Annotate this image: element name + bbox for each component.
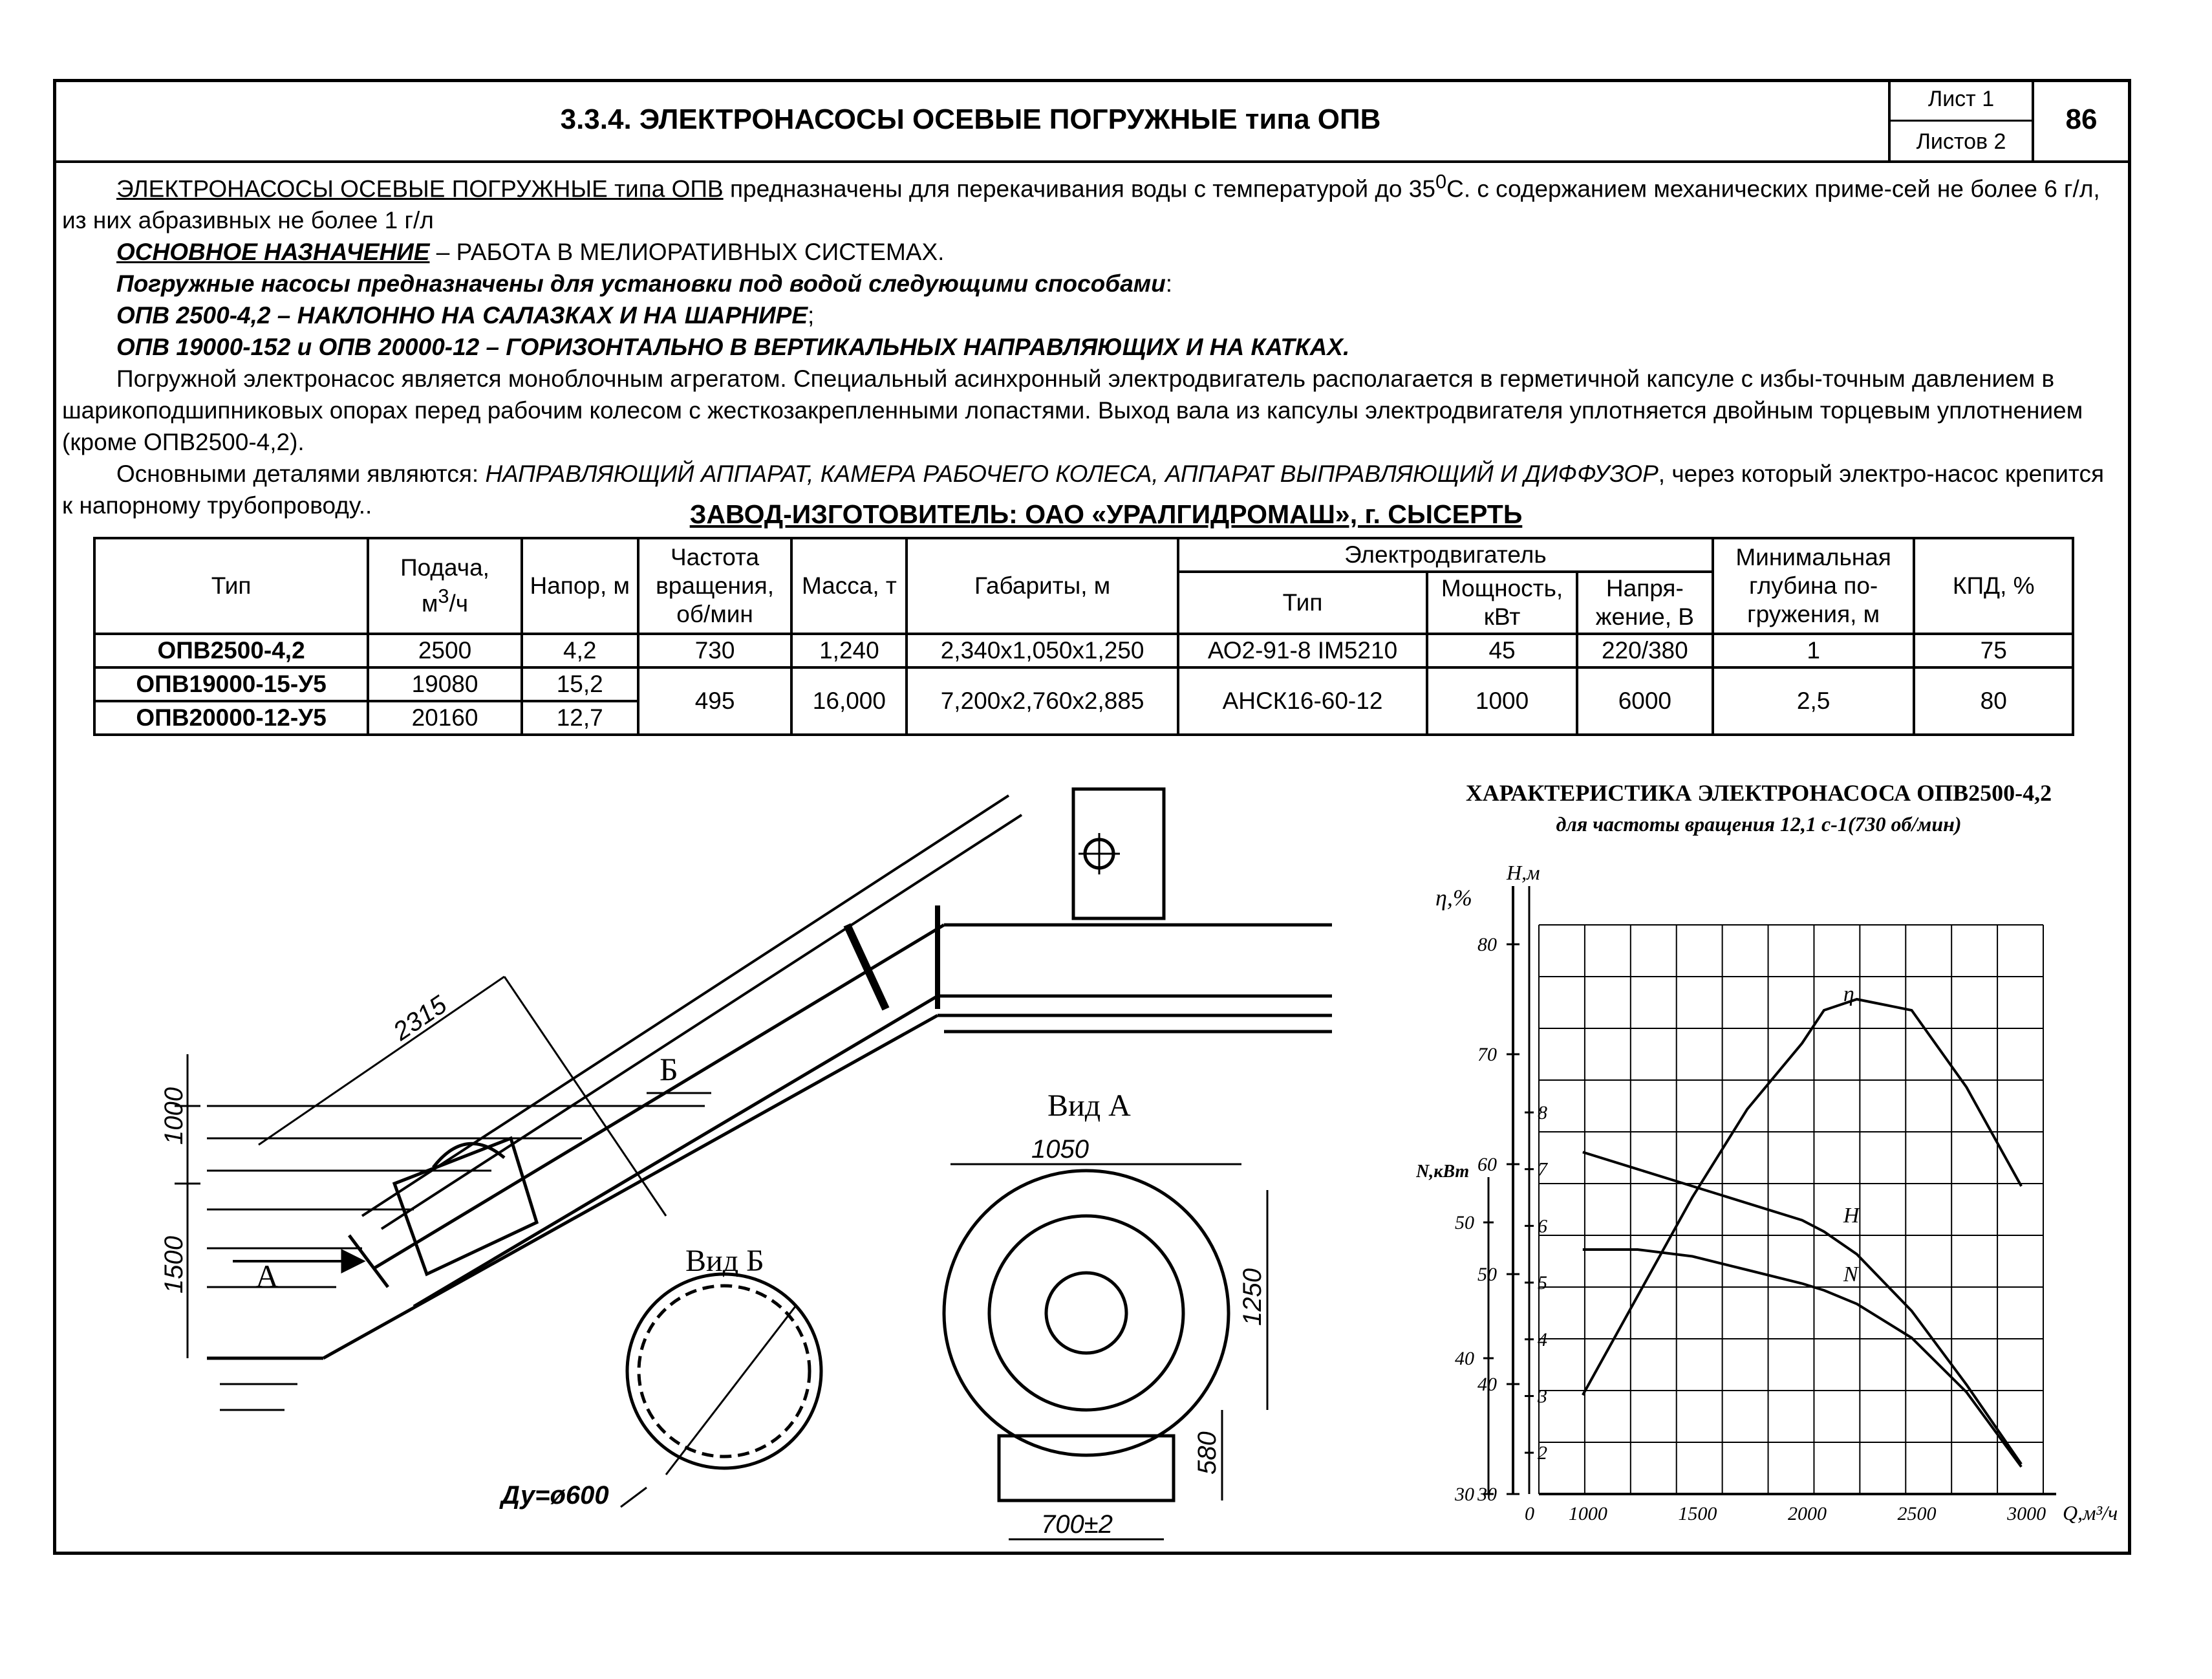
install-2-line <box>62 331 2118 363</box>
view-a-title: Вид А <box>1047 1089 1131 1123</box>
cell-voltage-shared: 6000 <box>1577 667 1713 735</box>
head-tick-label: 6 <box>1538 1215 1547 1237</box>
cell-mass-shared: 16,000 <box>791 667 907 735</box>
intro-paragraph <box>62 166 2118 236</box>
view-a-hub-circle <box>1046 1273 1126 1353</box>
dim-1000-label: 1000 <box>160 1087 188 1145</box>
curve-h-label: Н <box>1843 1204 1860 1228</box>
chart-grid <box>1539 925 2043 1494</box>
eta-axis-label: η,% <box>1435 885 1472 911</box>
th-mass: Масса, т <box>791 538 907 634</box>
eta-tick-label: 80 <box>1477 934 1497 955</box>
page-number: 86 <box>2065 103 2098 135</box>
view-b-inner-circle <box>639 1286 810 1457</box>
pipe-clamp <box>847 925 886 1009</box>
cell-mass: 1,240 <box>791 634 907 667</box>
power-tick-label: 50 <box>1455 1212 1474 1233</box>
dim-1050-label: 1050 <box>1031 1135 1089 1164</box>
x-tick-label: 1000 <box>1568 1503 1607 1524</box>
install-2: ОПВ 19000-152 и ОПВ 20000-12 – ГОРИЗОНТАЛЬНО В ВЕРТИКАЛЬНЫХ НАПРАВЛЯЮЩИХ И НА КАТКАХ. <box>116 334 1350 361</box>
dim-580-label: 580 <box>1193 1431 1221 1475</box>
cell-head: 15,2 <box>522 667 638 701</box>
du-leader <box>666 1306 795 1475</box>
th-flow-1: Подача, <box>400 554 489 581</box>
cell-voltage: 220/380 <box>1577 634 1713 667</box>
purpose-line <box>62 236 2118 268</box>
page-title: 3.3.4. ЭЛЕКТРОНАСОСЫ ОСЕВЫЕ ПОГРУЖНЫЕ типа ОПВ <box>53 79 1891 160</box>
th-flow-2a: м <box>421 590 438 617</box>
cell-flow: 19080 <box>368 667 522 701</box>
cell-speed: 730 <box>638 634 792 667</box>
para-2-start: Основными деталями являются: <box>116 460 486 488</box>
eta-tick-label: 40 <box>1477 1374 1497 1395</box>
head-tick-label: 2 <box>1538 1442 1547 1464</box>
eta-tick-label: 60 <box>1477 1154 1497 1175</box>
cell-dims-shared: 7,200х2,760х2,885 <box>907 667 1178 735</box>
para-1: Погружной электронасос является моноблочным агрегатом. Специальный асинхронный электродвигатель располагается в герметичной капсуле с избы-точным давлением в шарикоподшипниковых опорах перед рабочим колесом с жесткозакрепленными лопастями. Выход вала из капсулы электродвигателя уплотняется двойным торцевым уплотнением (кроме ОПВ2500-4,2). <box>62 365 2083 456</box>
purpose-text: – РАБОТА В МЕЛИОРАТИВНЫХ СИСТЕМАХ. <box>429 239 945 266</box>
head-axis-label: Н,м <box>1507 861 1540 884</box>
x-tick-label: 1500 <box>1678 1503 1717 1524</box>
th-motor: Электродвигатель <box>1178 538 1713 572</box>
header <box>53 79 2131 163</box>
eta-tick-label: 50 <box>1477 1264 1497 1285</box>
dim-2315-label: 2315 <box>388 990 452 1046</box>
th-flow <box>368 538 522 634</box>
power-axis-label: N,кВт <box>1416 1162 1470 1182</box>
sheet-number: Лист 1 <box>1891 79 2032 122</box>
sheet-box <box>1891 79 2034 160</box>
cell-head: 4,2 <box>522 634 638 667</box>
x-tick-label: 2500 <box>1897 1503 1937 1524</box>
cell-eff-shared: 80 <box>1914 667 2073 735</box>
cell-flow: 20160 <box>368 701 522 735</box>
th-voltage: Напря-жение, В <box>1577 572 1713 634</box>
th-flow-sup: 3 <box>438 585 449 608</box>
view-a-stand <box>999 1436 1174 1500</box>
dim-line-2315 <box>259 977 504 1145</box>
install-heading-line <box>62 268 2118 299</box>
head-tick-label: 8 <box>1538 1102 1547 1123</box>
lead-underlined: ЭЛЕКТРОНАСОСЫ ОСЕВЫЕ ПОГРУЖНЫЕ типа ОПВ <box>116 175 724 202</box>
table-row <box>94 667 2073 701</box>
cell-type: ОПВ20000-12-У5 <box>94 701 368 735</box>
cable-line <box>362 796 1009 1216</box>
install-colon: : <box>1165 270 1173 298</box>
curve-n-label: N <box>1843 1262 1858 1286</box>
cell-motor-shared: АНСК16-60-12 <box>1178 667 1427 735</box>
cell-power: 45 <box>1427 634 1577 667</box>
head-tick-label: 7 <box>1538 1158 1547 1180</box>
para-2-end: , через который электро-насос крепится к напорному трубопроводу.. <box>62 460 2105 519</box>
dim-1500-label: 1500 <box>160 1236 188 1294</box>
cell-depth-shared: 2,5 <box>1713 667 1915 735</box>
spec-table <box>93 537 2074 736</box>
purpose-label: ОСНОВНОЕ НАЗНАЧЕНИЕ <box>116 239 430 266</box>
head-tick-label: 3 <box>1538 1385 1547 1407</box>
lead-rest-2: С. с содержанием механических приме-сей не более 6 г/л, из них абразивных не более 1 г/л <box>62 175 2100 234</box>
th-eff: КПД, % <box>1914 538 2073 634</box>
intro-text <box>62 166 2118 521</box>
cell-power-shared: 1000 <box>1427 667 1577 735</box>
chart-title: ХАРАКТЕРИСТИКА ЭЛЕКТРОНАСОСА ОПВ2500-4,2 <box>1465 780 2052 806</box>
head-tick-label: 4 <box>1538 1328 1547 1350</box>
du-label: Ду=ø600 <box>501 1481 609 1510</box>
power-tick-label: 40 <box>1455 1348 1474 1369</box>
label-a: А <box>255 1258 279 1294</box>
curve-h <box>1583 1152 2021 1464</box>
cell-type: ОПВ2500-4,2 <box>94 634 368 667</box>
x-tick-label: 0 <box>1525 1503 1534 1524</box>
dim-1250-label: 1250 <box>1238 1268 1267 1326</box>
eta-tick-label: 70 <box>1477 1044 1497 1065</box>
cell-motor: АО2-91-8 IM5210 <box>1178 634 1427 667</box>
sheets-total: Листов 2 <box>1916 129 2006 154</box>
lead-rest-1: предназначены для перекачивания воды с температурой до 35 <box>723 175 1435 202</box>
th-head: Напор, м <box>522 538 638 634</box>
th-dims: Габариты, м <box>907 538 1178 634</box>
view-a-outer-circle <box>944 1171 1229 1455</box>
th-power: Мощность, кВт <box>1427 572 1577 634</box>
cell-eff: 75 <box>1914 634 2073 667</box>
cell-depth: 1 <box>1713 634 1915 667</box>
table-row <box>94 634 2073 667</box>
pump-characteristic-chart <box>1416 854 2127 1526</box>
th-type: Тип <box>94 538 368 634</box>
install-1-end: ; <box>808 302 815 329</box>
curve-n <box>1583 1250 2021 1467</box>
cell-head: 12,7 <box>522 701 638 735</box>
view-b-title: Вид Б <box>685 1244 764 1278</box>
view-b-outer-circle <box>627 1274 821 1468</box>
cell-flow: 2500 <box>368 634 522 667</box>
install-heading: Погружные насосы предназначены для установки под водой следующими способами <box>116 270 1166 298</box>
label-b: Б <box>660 1051 678 1087</box>
x-tick-label: 2000 <box>1787 1503 1827 1524</box>
x-tick-label: 3000 <box>2007 1503 2046 1524</box>
head-tick-label: 5 <box>1538 1272 1547 1294</box>
manufacturer: ЗАВОД-ИЗГОТОВИТЕЛЬ: ОАО «УРАЛГИДРОМАШ», г. СЫСЕРТЬ <box>689 499 1523 529</box>
cell-dims: 2,340х1,050х1,250 <box>907 634 1178 667</box>
chart-curves <box>1583 999 2021 1467</box>
table-header-row <box>94 538 2073 572</box>
curve-eta <box>1583 999 2021 1395</box>
th-flow-2b: /ч <box>449 590 469 617</box>
x-axis-label: Q,м³/ч <box>2063 1501 2118 1524</box>
curve-eta-label: η <box>1843 982 1854 1006</box>
chart-subtitle: для частоты вращения 12,1 с-1(730 об/мин) <box>1556 812 1962 836</box>
cell-speed-shared: 495 <box>638 667 792 735</box>
degree-sup: 0 <box>1435 170 1447 193</box>
cell-type: ОПВ19000-15-У5 <box>94 667 368 701</box>
install-1-line <box>62 299 2118 331</box>
pipe-top <box>375 925 944 1268</box>
power-tick-label: 30 <box>1455 1484 1474 1505</box>
th-motor-type: Тип <box>1178 572 1427 634</box>
install-1: ОПВ 2500-4,2 – НАКЛОННО НА САЛАЗКАХ И НА ШАРНИРЕ <box>116 302 808 329</box>
eta-tick-label: 30 <box>1477 1484 1497 1505</box>
dim-700-label: 700±2 <box>1041 1510 1113 1539</box>
th-speed: Частота вращения, об/мин <box>638 538 792 634</box>
th-depth: Минимальная глубина по-гружения, м <box>1713 538 1915 634</box>
view-a-middle-circle <box>989 1216 1183 1410</box>
para-2-italic: НАПРАВЛЯЮЩИЙ АППАРАТ, КАМЕРА РАБОЧЕГО КОЛЕСА, АППАРАТ ВЫПРАВЛЯЮЩИЙ И ДИФФУЗОР <box>485 460 1659 488</box>
